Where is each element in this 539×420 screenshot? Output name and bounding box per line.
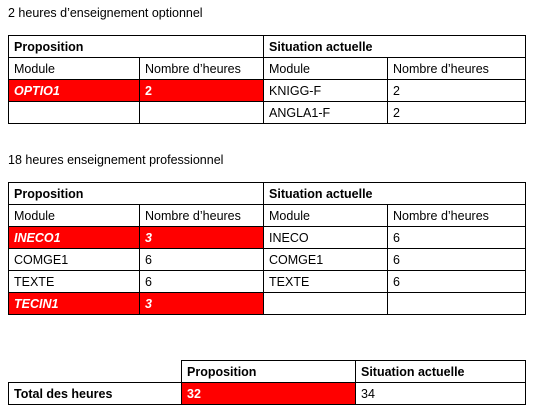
table-row (9, 227, 526, 249)
table-row (9, 80, 526, 102)
proposed-hours-cell: 3 (140, 227, 264, 249)
optional-hours-table (8, 35, 526, 124)
current-module-cell (264, 293, 388, 315)
totals-proposition-header: Proposition (182, 361, 356, 383)
proposed-hours-cell (140, 102, 264, 124)
table-row (9, 249, 526, 271)
totals-current-header: Situation actuelle (356, 361, 526, 383)
current-module-cell: ANGLA1-F (264, 102, 388, 124)
current-hours-cell: 6 (388, 271, 526, 293)
current-module-cell: KNIGG-F (264, 80, 388, 102)
hours-column-header: Nombre d’heures (140, 205, 264, 227)
current-hours-cell: 6 (388, 249, 526, 271)
hours-column-header: Nombre d’heures (140, 58, 264, 80)
current-module-cell: INECO (264, 227, 388, 249)
section1-caption: 2 heures d’enseignement optionnel (8, 6, 203, 20)
proposition-header: Proposition (9, 183, 264, 205)
current-situation-header: Situation actuelle (264, 183, 526, 205)
table-row (9, 293, 526, 315)
section2-caption: 18 heures enseignement professionnel (8, 153, 224, 167)
current-module-cell: TEXTE (264, 271, 388, 293)
total-proposition-value: 32 (182, 383, 356, 405)
proposed-hours-cell: 6 (140, 271, 264, 293)
hours-column-header: Nombre d’heures (388, 205, 526, 227)
proposed-hours-cell: 6 (140, 249, 264, 271)
table-row (9, 102, 526, 124)
hours-column-header: Nombre d’heures (388, 58, 526, 80)
current-situation-header: Situation actuelle (264, 36, 526, 58)
module-column-header: Module (9, 205, 140, 227)
proposed-module-cell: TEXTE (9, 271, 140, 293)
proposition-header: Proposition (9, 36, 264, 58)
proposed-hours-cell: 2 (140, 80, 264, 102)
totals-table (8, 360, 526, 405)
proposed-hours-cell: 3 (140, 293, 264, 315)
module-column-header: Module (264, 205, 388, 227)
proposed-module-cell: TECIN1 (9, 293, 140, 315)
module-column-header: Module (264, 58, 388, 80)
current-module-cell: COMGE1 (264, 249, 388, 271)
proposed-module-cell: COMGE1 (9, 249, 140, 271)
empty-corner-cell (9, 361, 182, 383)
current-hours-cell: 2 (388, 80, 526, 102)
table-row (9, 271, 526, 293)
current-hours-cell (388, 293, 526, 315)
current-hours-cell: 2 (388, 102, 526, 124)
professional-hours-table (8, 182, 526, 315)
module-column-header: Module (9, 58, 140, 80)
current-hours-cell: 6 (388, 227, 526, 249)
total-current-value: 34 (356, 383, 526, 405)
total-hours-label: Total des heures (9, 383, 182, 405)
proposed-module-cell (9, 102, 140, 124)
proposed-module-cell: INECO1 (9, 227, 140, 249)
proposed-module-cell: OPTIO1 (9, 80, 140, 102)
